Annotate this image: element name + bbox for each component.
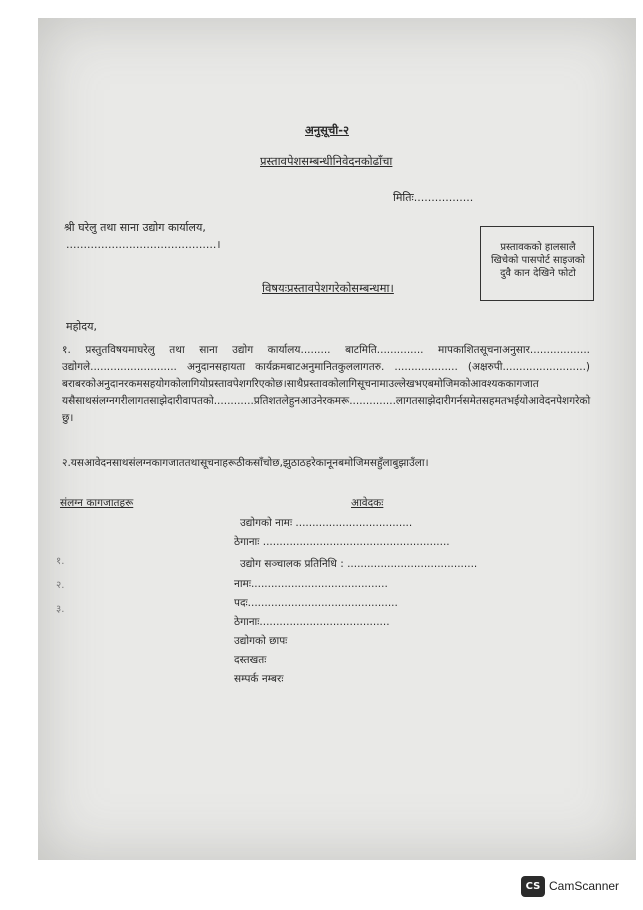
paragraph-1: १. प्रस्तुतविषयमाघरेलु तथा साना उद्योग कार्यालय......... बाटमिति.............. मापकाशितसूचनाअनुसार.................. उद्योगले.......................... अनुदानसहायता कार्यक्रमबाटअनुमानितकुललागतरु. ................... (अक्षरुपी.........................) बराबरकोअनुदानरकमसहयोगकोलागियोप्रस्तावपेशगरिएकोछ।साथैप्रस्तावकोलागिसूचनामाउल्लेखभएबमोजिमकोआवश्यककागजात यसैसाथसंलग्नगरीलागतसाझेदारीवापतको............प्रतिशतलेहुनआउनेरकमरू..............लागतसाझेदारीगर्नसमेतसहमतभईयोआवेदनपेशगरेको छु। (62, 344, 591, 424)
paragraph-2: २.यसआवेदनसाथसंलग्नकागजाततथासूचनाहरूठीकसाँचोछ,झुठाठहरेकानूनबमोजिमसहुँलाबुझाउँला। (62, 457, 429, 469)
contact-number-field: सम्पर्क नम्बरः (234, 673, 284, 685)
attachment-number: १. (56, 556, 65, 567)
form-title: प्रस्तावपेशसम्बन्धीनिवेदनकोढाँचा (260, 154, 393, 168)
signature-field: दस्तखतः (234, 654, 267, 666)
addressee-line: श्री घरेलु तथा साना उद्योग कार्यालय, (64, 221, 206, 234)
address-field: ठेगानाः....................................... (234, 616, 390, 628)
subject-line: विषयःप्रस्तावपेशगरेकोसम्बन्धमा। (262, 281, 394, 295)
date-field: मितिः................. (393, 191, 474, 204)
industry-stamp-field: उद्योगको छापः (234, 635, 288, 647)
addressee-place-line: ...........................................। (66, 238, 221, 251)
annex-title: अनुसूची-२ (305, 123, 349, 137)
name-field: नामः......................................... (234, 578, 388, 590)
attachments-heading: संलग्न कागजातहरू (60, 497, 134, 509)
scanned-page (38, 18, 636, 860)
attachment-number: ३. (56, 604, 65, 615)
designation-field: पदः............................................. (234, 597, 398, 609)
industry-name-field: उद्योगको नामः ................................... (240, 517, 413, 529)
industry-address-field: ठेगानाः ........................................................ (234, 536, 450, 548)
applicant-heading: आवेदकः (351, 497, 384, 509)
attachment-number: २. (56, 580, 65, 591)
salutation: महोदय, (66, 320, 97, 333)
camscanner-watermark: CamScanner (549, 879, 620, 893)
photo-placeholder-box: प्रस्तावकको हालसालै खिचेको पासपोर्ट साइजको दुवै कान देखिने फोटो (480, 226, 594, 301)
camscanner-logo-icon: CS (521, 876, 545, 897)
operator-representative-field: उद्योग सञ्चालक प्रतिनिधि : ....................................... (240, 558, 478, 570)
